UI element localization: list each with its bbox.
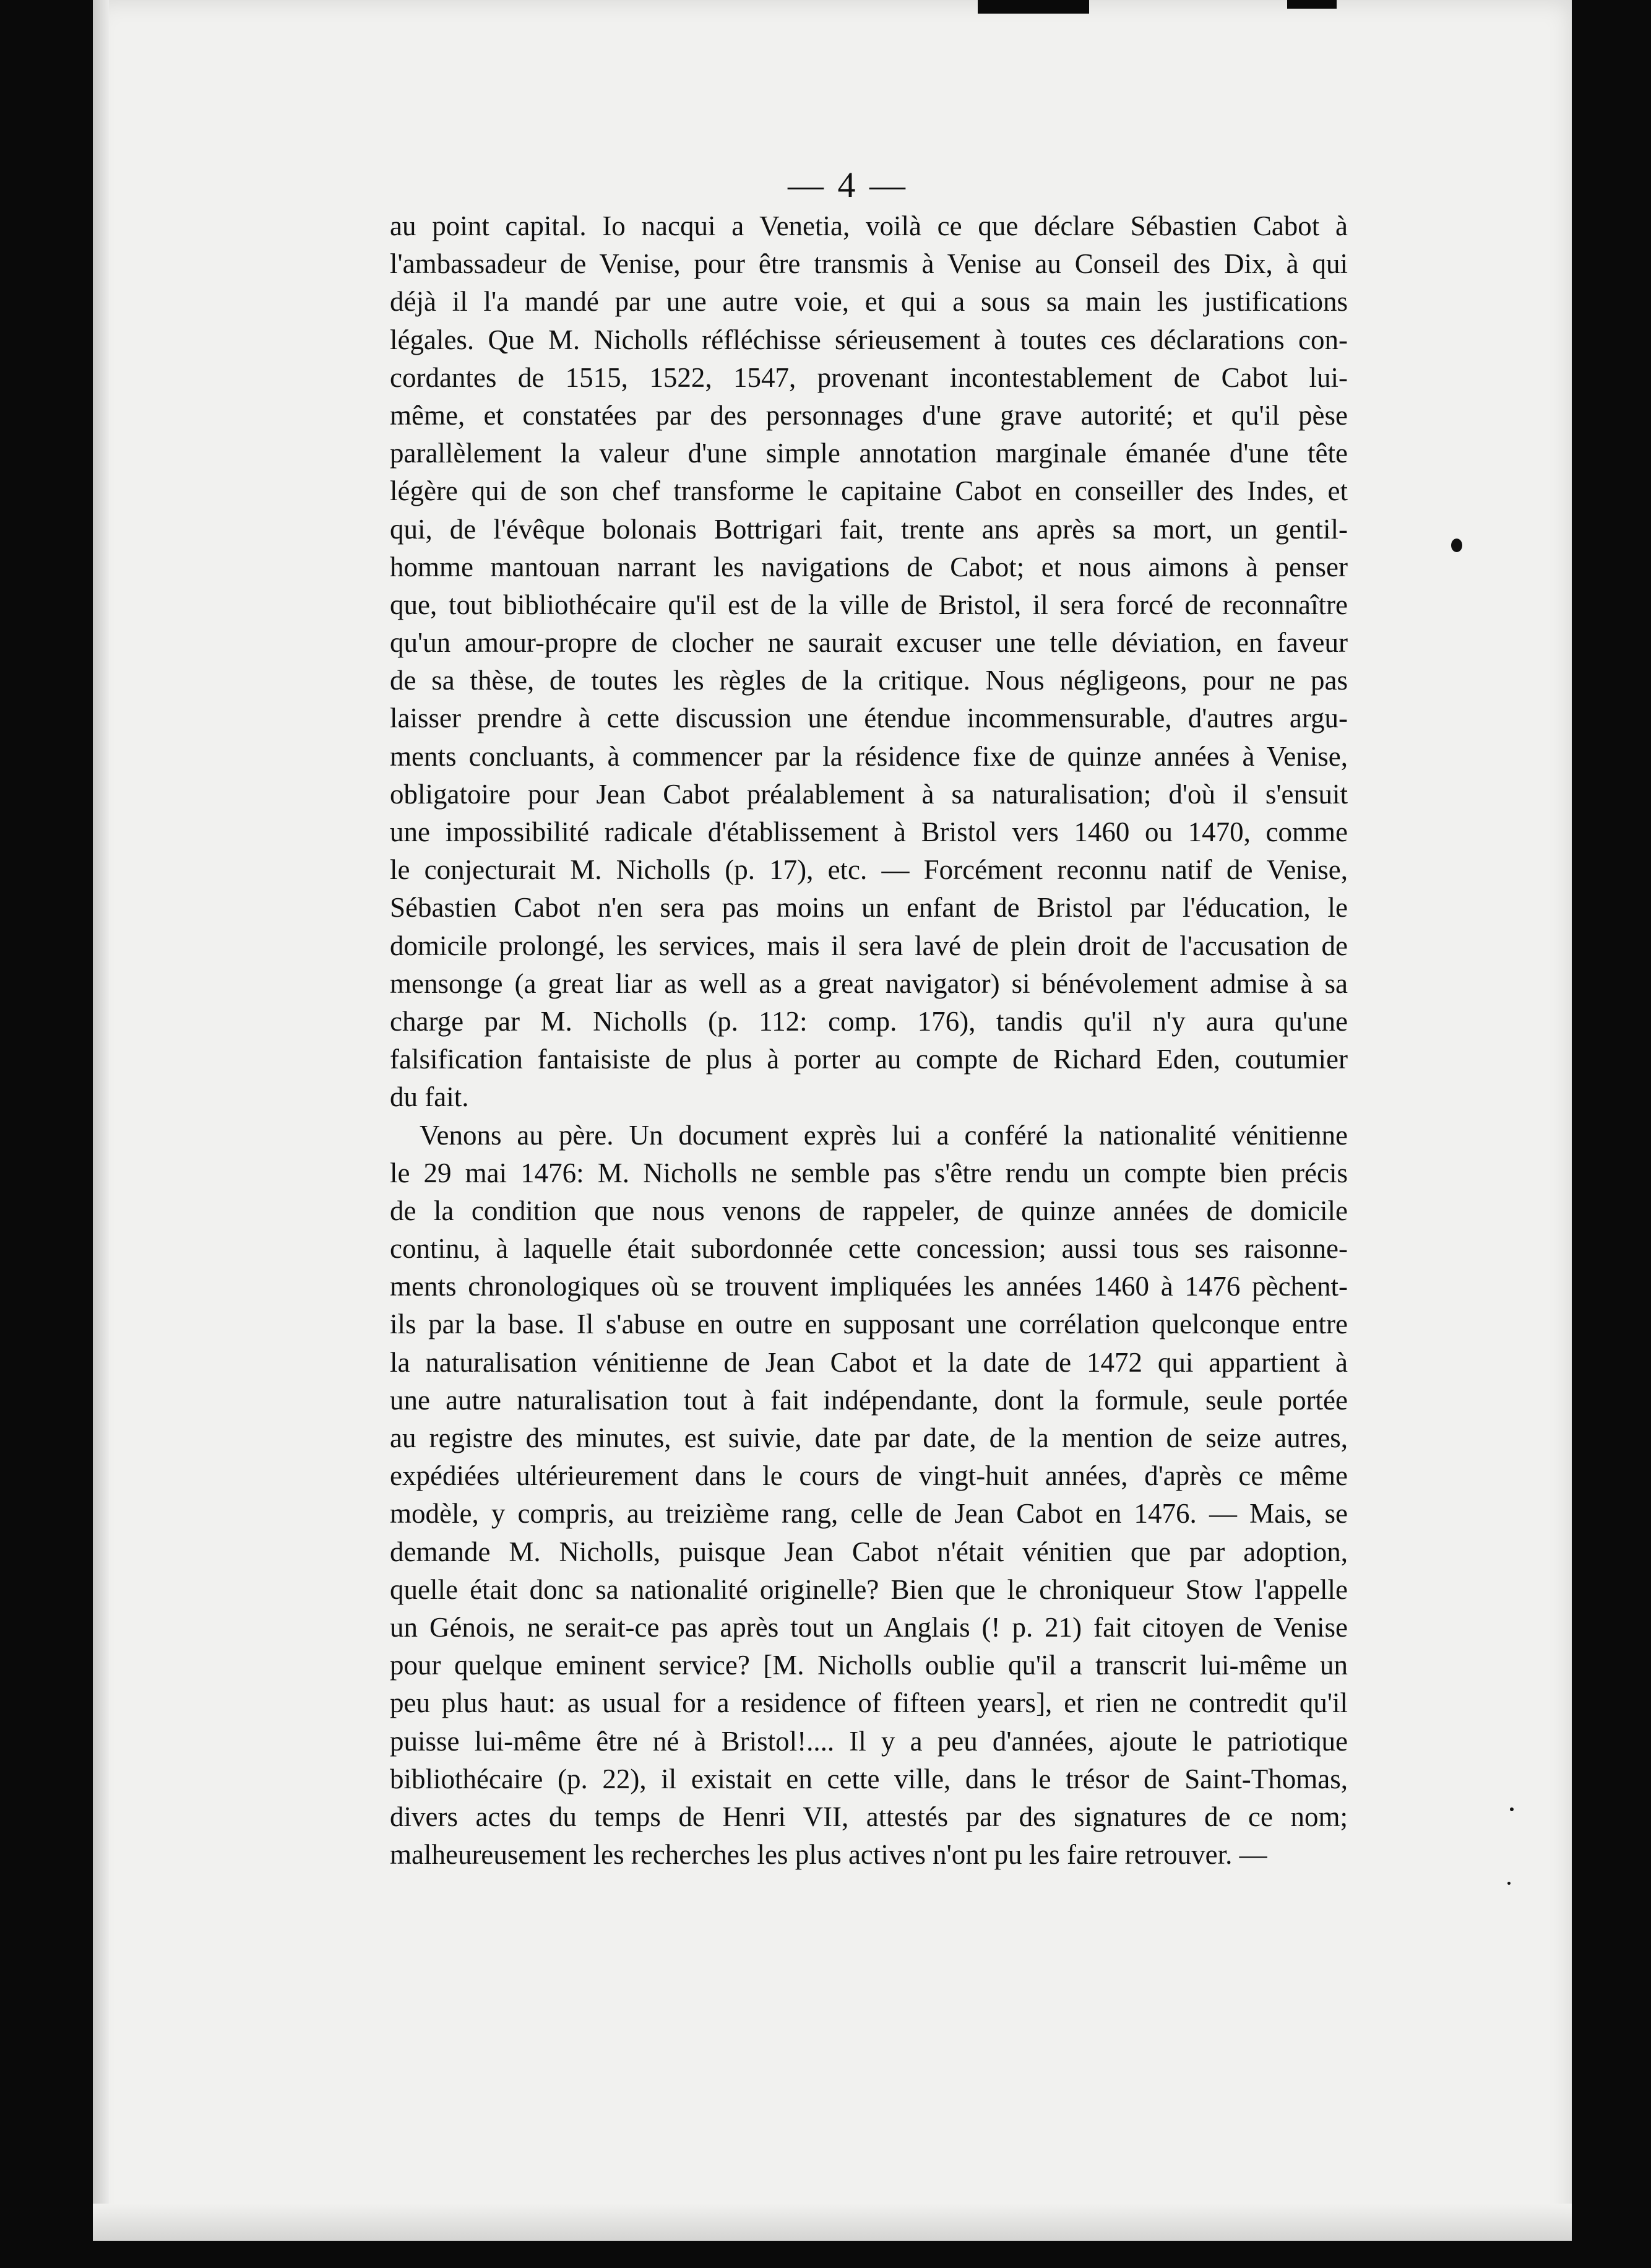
text-line: charge par M. Nicholls (p. 112: comp. 176), tandis qu'il n'y aura qu'une (390, 1005, 1348, 1037)
text-line: l'ambassadeur de Venise, pour être transmis à Venise au Conseil des Dix, à qui (390, 248, 1348, 280)
text-line: du fait. (390, 1081, 469, 1113)
text-line: Sébastien Cabot n'en sera pas moins un enfant de Bristol par l'éducation, le (390, 892, 1348, 924)
text-line: divers actes du temps de Henri VII, attestés par des signatures de ce nom; (390, 1801, 1348, 1832)
text-line: une impossibilité radicale d'établissement à Bristol vers 1460 ou 1470, comme (390, 816, 1348, 847)
text-line: légales. Que M. Nicholls réfléchisse sérieusement à toutes ces déclarations con- (390, 324, 1348, 355)
text-line: continu, à laquelle était subordonnée cette concession; aussi tous ses raisonne- (390, 1233, 1348, 1265)
text-line: cordantes de 1515, 1522, 1547, provenant incontestablement de Cabot lui- (390, 361, 1348, 393)
text-line: falsification fantaisiste de plus à porter au compte de Richard Eden, coutumier (390, 1044, 1348, 1075)
text-line: obligatoire pour Jean Cabot préalablement à sa naturalisation; d'où il s'ensuit (390, 778, 1348, 810)
text-line: que, tout bibliothécaire qu'il est de la ville de Bristol, il sera forcé de reconnaître (390, 589, 1348, 620)
text-line: au point capital. Io nacqui a Venetia, voilà ce que déclare Sébastien Cabot à (390, 210, 1348, 241)
text-line: homme mantouan narrant les navigations de Cabot; et nous aimons à penser (390, 551, 1348, 582)
text-line: au registre des minutes, est suivie, date par date, de la mention de seize autres, (390, 1422, 1348, 1453)
text-line: demande M. Nicholls, puisque Jean Cabot n'était vénitien que par adoption, (390, 1536, 1348, 1567)
text-line: de sa thèse, de toutes les règles de la critique. Nous négligeons, pour ne pas (390, 665, 1348, 696)
text-line: Venons au père. Un document exprès lui a conféré la nationalité vénitienne (420, 1119, 1348, 1151)
scan-mark-top-right (1287, 0, 1337, 9)
text-line: même, et constatées par des personnages d'une grave autorité; et qu'il pèse (390, 399, 1348, 431)
text-line: laisser prendre à cette discussion une étendue incommensurable, d'autres argu- (390, 703, 1348, 734)
page-number: — 4 — (788, 165, 908, 205)
text-line: ments concluants, à commencer par la résidence fixe de quinze années à Venise, (390, 740, 1348, 772)
text-line: la naturalisation vénitienne de Jean Cabot et la date de 1472 qui appartient à (390, 1346, 1348, 1378)
text-line: bibliothécaire (p. 22), il existait en cette ville, dans le trésor de Saint-Thomas, (390, 1763, 1348, 1794)
text-line: ils par la base. Il s'abuse en outre en supposant une corrélation quelconque entre (390, 1309, 1348, 1340)
text-line: le conjecturait M. Nicholls (p. 17), etc. — Forcément reconnu natif de Venise, (390, 854, 1348, 886)
text-line: parallèlement la valeur d'une simple annotation marginale émanée d'une tête (390, 438, 1348, 469)
text-line: qui, de l'évêque bolonais Bottrigari fait, trente ans après sa mort, un gentil- (390, 513, 1348, 545)
text-line: une autre naturalisation tout à fait indépendante, dont la formule, seule portée (390, 1384, 1348, 1416)
text-line: expédiées ultérieurement dans le cours de vingt-huit années, d'après ce même (390, 1460, 1348, 1492)
page-edge-left (93, 0, 109, 2241)
text-line: peu plus haut: as usual for a residence of fifteen years], et rien ne contredit qu'il (390, 1687, 1348, 1719)
text-line: qu'un amour-propre de clocher ne saurait excuser une telle déviation, en faveur (390, 627, 1348, 659)
text-line: domicile prolongé, les services, mais il sera lavé de plein droit de l'accusation de (390, 930, 1348, 961)
text-line: déjà il l'a mandé par une autre voie, et qui a sous sa main les justifications (390, 286, 1348, 318)
paragraph-2 (390, 1117, 1348, 1874)
text-line: malheureusement les recherches les plus actives n'ont pu les faire retrouver. — (390, 1839, 1267, 1871)
text-line: ments chronologiques où se trouvent impliquées les années 1460 à 1476 pèchent- (390, 1271, 1348, 1302)
page-edge-bottom (93, 2204, 1572, 2241)
paragraph-1 (390, 207, 1348, 1117)
scan-mark-top (978, 0, 1089, 14)
text-line: mensonge (a great liar as well as a great navigator) si bénévolement admise à sa (390, 967, 1348, 999)
text-line: de la condition que nous venons de rappeler, de quinze années de domicile (390, 1195, 1348, 1226)
ink-speck (1507, 1882, 1511, 1885)
text-line: un Génois, ne serait-ce pas après tout un Anglais (! p. 21) fait citoyen de Venise (390, 1611, 1348, 1643)
text-line: légère qui de son chef transforme le capitaine Cabot en conseiller des Indes, et (390, 475, 1348, 507)
text-line: pour quelque eminent service? [M. Nicholls oublie qu'il a transcrit lui-même un (390, 1650, 1348, 1681)
ink-speck (1510, 1807, 1514, 1811)
body-text (390, 207, 1348, 1874)
text-line: quelle était donc sa nationalité originelle? Bien que le chroniqueur Stow l'appelle (390, 1573, 1348, 1605)
text-line: modèle, y compris, au treizième rang, celle de Jean Cabot en 1476. — Mais, se (390, 1498, 1348, 1530)
text-line: le 29 mai 1476: M. Nicholls ne semble pas s'être rendu un compte bien précis (390, 1157, 1348, 1188)
text-line: puisse lui-même être né à Bristol!.... Il y a peu d'années, ajoute le patriotique (390, 1725, 1348, 1757)
ink-spot (1451, 539, 1462, 552)
